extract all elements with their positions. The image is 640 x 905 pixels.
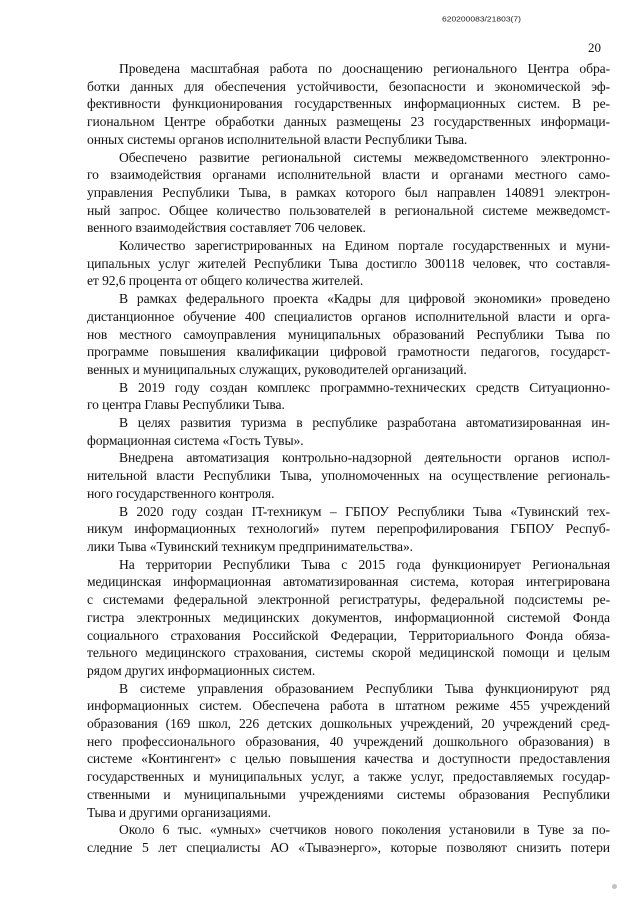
paragraph [87,237,610,290]
paragraph [87,680,610,822]
paragraph [87,290,610,379]
paragraph [87,556,610,680]
text-line: ципальных услуг жителей Республики Тыва достигло 300118 человек, что составля- [87,255,610,271]
text-line: рядом других информационных систем. [87,662,316,678]
scan-mark [612,884,617,889]
text-line: ет 92,6 процента от общего количества жителей. [87,273,364,289]
text-line: го взаимодействия органами исполнительной власти и органами местного само- [87,167,610,183]
text-line: управления Республики Тыва, в рамках которого был направлен 140891 электрон- [87,184,610,200]
text-line: В 2019 году создан комплекс программно-технических средств Ситуационно- [119,379,610,395]
text-line: социального страхования Российской Федерации, Территориального Фонда обяза- [87,627,610,643]
text-line: ботки данных для обеспечения устойчивости, безопасности и экономической эф- [87,78,610,94]
text-line: нов местного самоуправления муниципальных образований Республики Тыва по [87,326,610,342]
text-line: венного взаимодействия составляет 706 человек. [87,220,366,236]
paragraph [87,503,610,556]
paragraph [87,821,610,856]
text-line: следние 5 лет специалисты АО «Тываэнерго», которые позволяют снизить потери [87,839,610,855]
paragraph [87,414,610,449]
page-number: 20 [588,40,601,55]
text-line: системе «Контингент» с целью повышения качества и доступности предоставления [87,751,610,767]
text-line: тельного медицинского страхования, системы скорой медицинской помощи и целым [87,645,610,661]
text-line: информационных систем. Обеспечена работа в штатном режиме 455 учреждений [87,698,610,714]
text-line: В 2020 году создан IT-техникум – ГБПОУ Республики Тыва «Тувинский тех- [119,503,610,519]
paragraph [87,149,610,238]
text-line: дистанционное обучение 400 специалистов органов исполнительной власти и орга- [87,308,610,324]
text-line: ственными и муниципальными учреждениями системы образования Республики [87,786,610,802]
text-line: фективности функционирования государственных информационных систем. В ре- [87,96,610,112]
text-line: ный запрос. Общее количество пользователей в региональной системе межведомст- [87,202,610,218]
text-line: лики Тыва «Тувинский техникум предпринимательства». [87,538,413,554]
text-line: с системами федеральной электронной регистратуры, федеральной подсистемы ре- [87,592,610,608]
text-line: Количество зарегистрированных на Едином портале государственных и муни- [119,238,610,254]
text-line: гистра электронных медицинских документов, информационной системой Фонда [87,609,610,625]
paragraph [87,449,610,502]
text-line: никум информационных технологий» путем перепрофилирования ГБПОУ Респуб- [87,521,610,537]
paragraph [87,60,610,149]
text-line: формационная система «Гость Тувы». [87,432,304,448]
text-line: В целях развития туризма в республике разработана автоматизированная ин- [119,415,610,431]
text-line: На территории Республики Тыва с 2015 года функционирует Региональная [119,556,610,572]
text-line: Проведена масштабная работа по дооснащению регионального Центра обра- [119,61,610,76]
text-line: го центра Главы Республики Тыва. [87,397,285,413]
paragraph [87,379,610,414]
text-line: онных системы органов исполнительной власти Республики Тыва. [87,131,468,147]
text-line: венных и муниципальных служащих, руководителей организаций. [87,361,467,377]
text-line: Тыва и другими организациями. [87,804,271,820]
text-line: программе повышения квалификации цифровой грамотности педагогов, государст- [87,344,610,360]
text-line: Внедрена автоматизация контрольно-надзорной деятельности органов испол- [119,450,610,466]
document-body [87,60,610,857]
text-line: нительной власти Республики Тыва, уполномоченных на осуществление региональ- [87,468,610,484]
document-code: 620200083/21803(7) [442,14,521,24]
text-line: образования (169 школ, 226 детских дошкольных учреждений, 20 учреждений сред- [87,716,610,732]
text-line: гиональном Центре обработки данных размещены 23 государственных информаци- [87,114,610,130]
text-line: Около 6 тыс. «умных» счетчиков нового поколения установили в Туве за по- [119,822,610,838]
text-line: медицинская информационная автоматизированная система, которая интегрирована [87,574,610,590]
text-line: Обеспечено развитие региональной системы межведомственного электронно- [119,149,610,165]
text-line: ного государственного контроля. [87,485,275,501]
text-line: В системе управления образованием Республики Тыва функционируют ряд [119,680,610,696]
text-line: государственных и муниципальных услуг, а также услуг, предоставляемых государ- [87,769,610,785]
text-line: В рамках федерального проекта «Кадры для цифровой экономики» проведено [119,291,610,307]
text-line: него профессионального образования, 40 учреждений дошкольного образования) в [87,733,610,749]
